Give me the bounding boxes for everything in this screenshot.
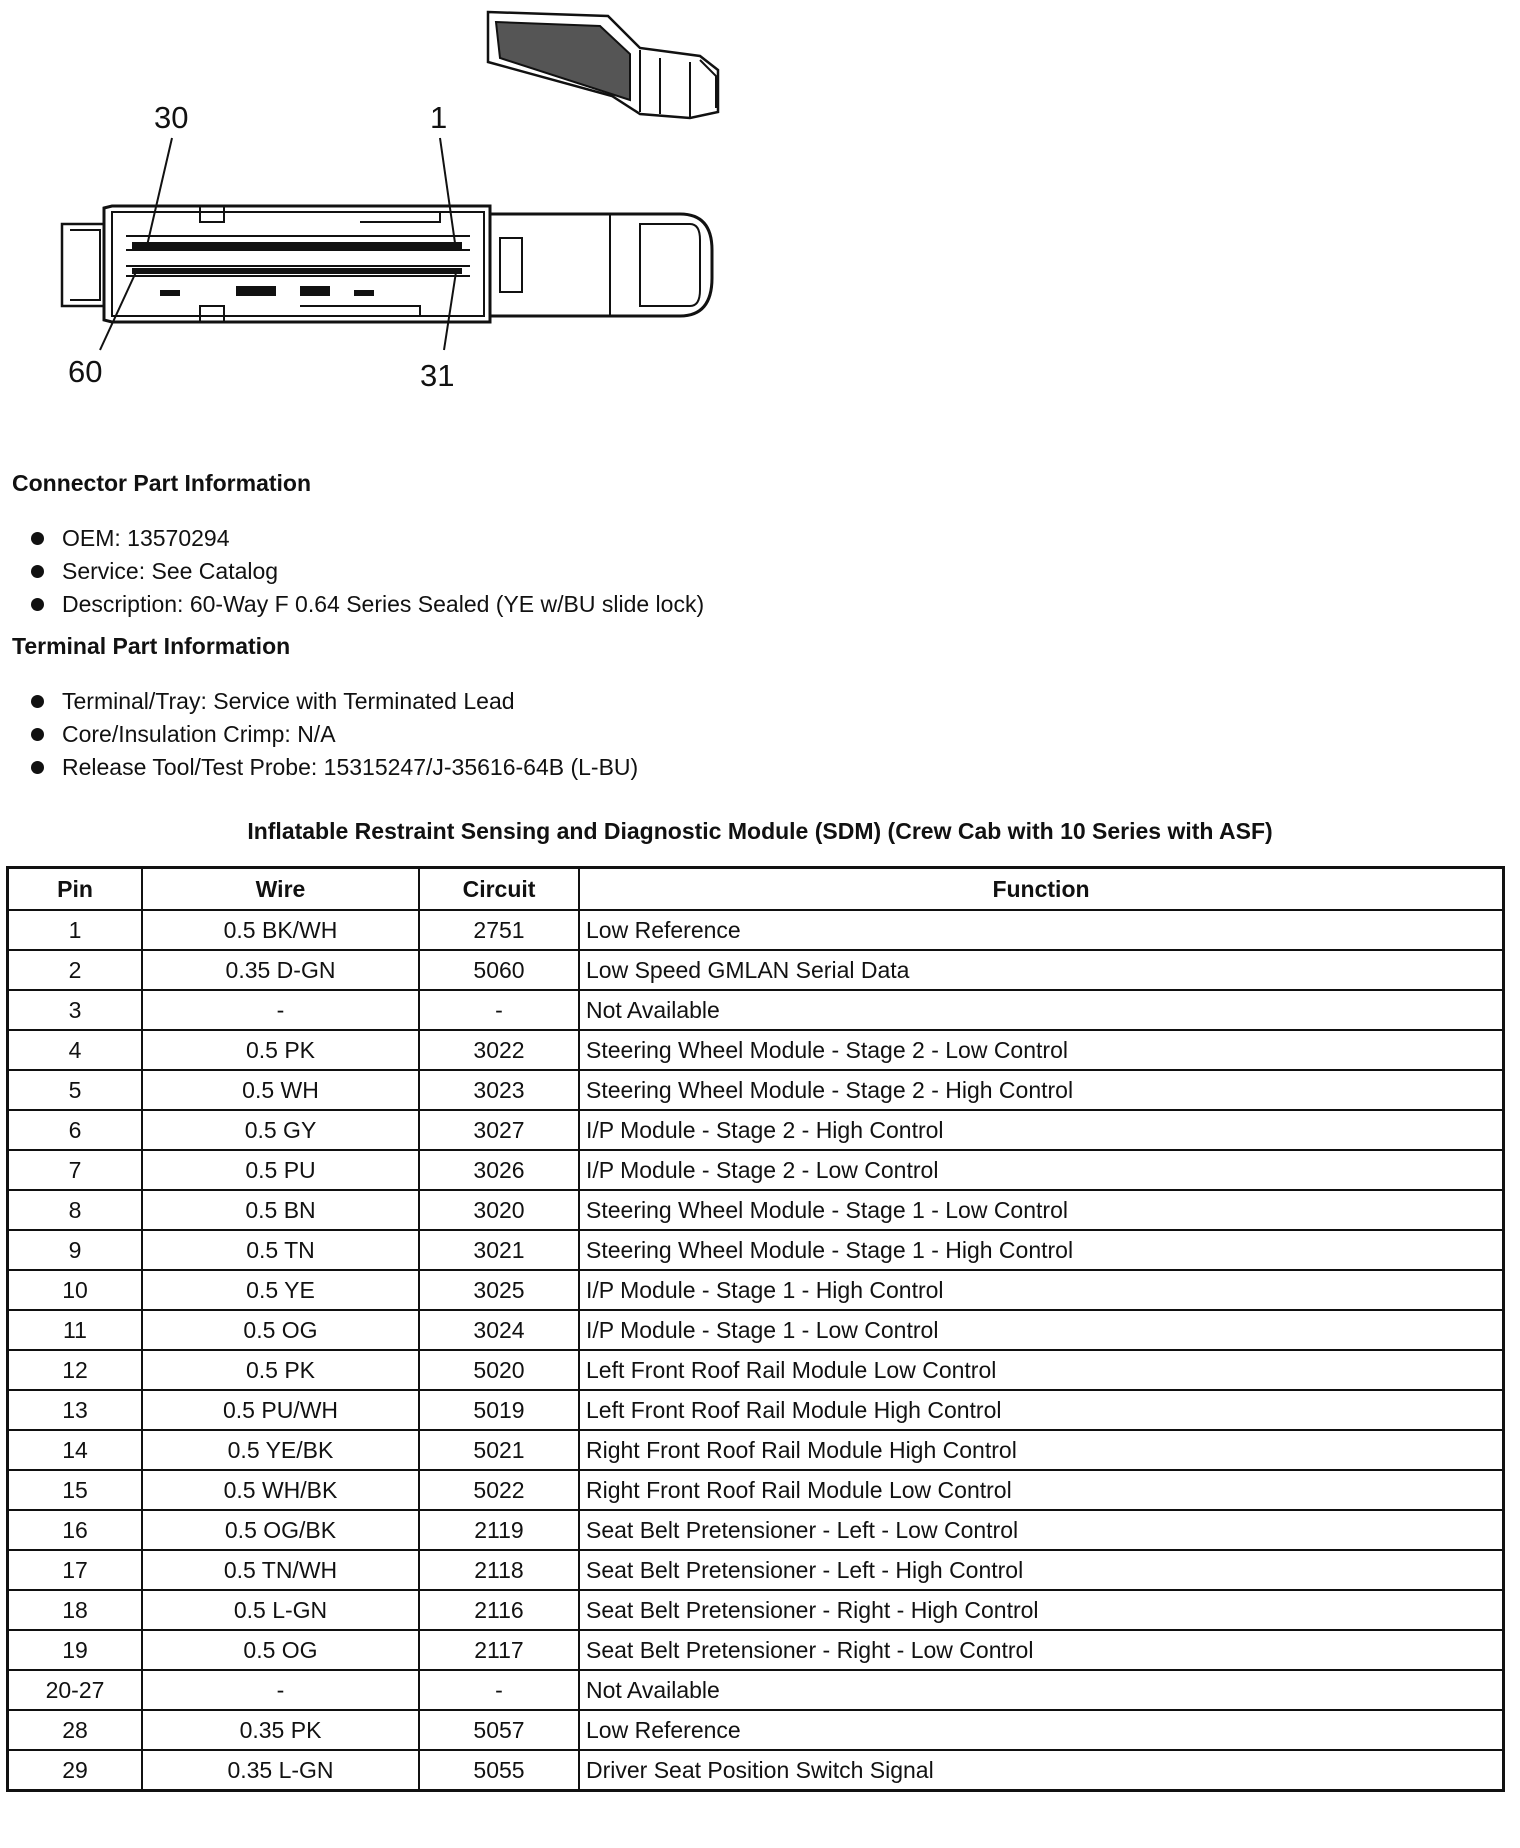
table-row xyxy=(8,1270,1504,1310)
list-item: Terminal/Tray: Service with Terminated Lead xyxy=(28,685,638,718)
cell-pin: 19 xyxy=(8,1630,143,1670)
cell-wire: 0.5 OG/BK xyxy=(142,1510,419,1550)
table-row xyxy=(8,1710,1504,1750)
table-row xyxy=(8,1070,1504,1110)
cell-wire: 0.35 PK xyxy=(142,1710,419,1750)
cell-wire: 0.5 PK xyxy=(142,1030,419,1070)
cell-wire: 0.5 YE xyxy=(142,1270,419,1310)
cell-function: Left Front Roof Rail Module High Control xyxy=(579,1390,1504,1430)
connector-info-list xyxy=(28,522,704,621)
cell-pin: 8 xyxy=(8,1190,143,1230)
table-row xyxy=(8,1510,1504,1550)
cell-circuit: 3025 xyxy=(419,1270,579,1310)
connector-info-heading: Connector Part Information xyxy=(12,470,312,496)
table-title: Inflatable Restraint Sensing and Diagnostic Module (SDM) (Crew Cab with 10 Series with ASF) xyxy=(247,818,1273,844)
cell-pin: 15 xyxy=(8,1470,143,1510)
table-row xyxy=(8,950,1504,990)
list-item: Release Tool/Test Probe: 15315247/J-35616-64B (L-BU) xyxy=(28,751,638,784)
cell-wire: 0.5 TN xyxy=(142,1230,419,1270)
cell-function: Driver Seat Position Switch Signal xyxy=(579,1750,1504,1791)
table-row xyxy=(8,1230,1504,1270)
table-row xyxy=(8,1670,1504,1710)
table-row xyxy=(8,1750,1504,1791)
pin-label-1: 1 xyxy=(430,100,448,135)
cell-circuit: 5020 xyxy=(419,1350,579,1390)
cell-pin: 12 xyxy=(8,1350,143,1390)
header-function: Function xyxy=(579,868,1504,911)
cell-wire: 0.5 OG xyxy=(142,1630,419,1670)
cell-function: Left Front Roof Rail Module Low Control xyxy=(579,1350,1504,1390)
cell-circuit: 2118 xyxy=(419,1550,579,1590)
cell-circuit: 2119 xyxy=(419,1510,579,1550)
cell-function: Seat Belt Pretensioner - Left - High Control xyxy=(579,1550,1504,1590)
cell-pin: 11 xyxy=(8,1310,143,1350)
cell-pin: 2 xyxy=(8,950,143,990)
cell-wire: 0.5 PU/WH xyxy=(142,1390,419,1430)
table-row xyxy=(8,1470,1504,1510)
cell-function: Steering Wheel Module - Stage 1 - High Control xyxy=(579,1230,1504,1270)
table-row xyxy=(8,1110,1504,1150)
cell-circuit: 3026 xyxy=(419,1150,579,1190)
cell-function: Steering Wheel Module - Stage 2 - Low Control xyxy=(579,1030,1504,1070)
cell-pin: 10 xyxy=(8,1270,143,1310)
cell-circuit: 5057 xyxy=(419,1710,579,1750)
cell-circuit: - xyxy=(419,990,579,1030)
pin-label-31: 31 xyxy=(420,358,455,393)
cell-pin: 3 xyxy=(8,990,143,1030)
cell-function: Not Available xyxy=(579,1670,1504,1710)
cell-function: I/P Module - Stage 2 - Low Control xyxy=(579,1150,1504,1190)
cell-circuit: 5021 xyxy=(419,1430,579,1470)
table-row xyxy=(8,1310,1504,1350)
cell-function: Low Reference xyxy=(579,910,1504,950)
table-row xyxy=(8,1190,1504,1230)
cell-pin: 17 xyxy=(8,1550,143,1590)
table-row xyxy=(8,1550,1504,1590)
cell-wire: 0.5 L-GN xyxy=(142,1590,419,1630)
cell-circuit: 3023 xyxy=(419,1070,579,1110)
cell-function: I/P Module - Stage 2 - High Control xyxy=(579,1110,1504,1150)
cell-circuit: 3022 xyxy=(419,1030,579,1070)
cell-circuit: 5019 xyxy=(419,1390,579,1430)
cell-circuit: 3021 xyxy=(419,1230,579,1270)
terminal-info-list xyxy=(28,685,638,784)
list-item: Description: 60-Way F 0.64 Series Sealed (YE w/BU slide lock) xyxy=(28,588,704,621)
pin-label-30: 30 xyxy=(154,100,189,135)
table-row xyxy=(8,1030,1504,1070)
cell-wire: - xyxy=(142,990,419,1030)
header-wire: Wire xyxy=(142,868,419,911)
header-circuit: Circuit xyxy=(419,868,579,911)
table-row xyxy=(8,1430,1504,1470)
cell-wire: 0.5 PK xyxy=(142,1350,419,1390)
table-header-row xyxy=(8,868,1504,911)
cell-pin: 28 xyxy=(8,1710,143,1750)
cell-pin: 5 xyxy=(8,1070,143,1110)
cell-function: Low Reference xyxy=(579,1710,1504,1750)
cell-pin: 13 xyxy=(8,1390,143,1430)
cell-wire: 0.5 TN/WH xyxy=(142,1550,419,1590)
cell-function: Not Available xyxy=(579,990,1504,1030)
cell-circuit: 5055 xyxy=(419,1750,579,1791)
cell-function: Right Front Roof Rail Module High Control xyxy=(579,1430,1504,1470)
cell-function: Seat Belt Pretensioner - Right - High Control xyxy=(579,1590,1504,1630)
cell-wire: 0.5 YE/BK xyxy=(142,1430,419,1470)
table-row xyxy=(8,1350,1504,1390)
cell-wire: 0.5 GY xyxy=(142,1110,419,1150)
cell-wire: 0.5 PU xyxy=(142,1150,419,1190)
cell-pin: 6 xyxy=(8,1110,143,1150)
cell-function: Low Speed GMLAN Serial Data xyxy=(579,950,1504,990)
cell-circuit: 5060 xyxy=(419,950,579,990)
cell-pin: 20-27 xyxy=(8,1670,143,1710)
table-row xyxy=(8,1630,1504,1670)
header-pin: Pin xyxy=(8,868,143,911)
cell-function: Seat Belt Pretensioner - Left - Low Control xyxy=(579,1510,1504,1550)
cell-pin: 14 xyxy=(8,1430,143,1470)
table-row xyxy=(8,1590,1504,1630)
cell-wire: 0.5 BK/WH xyxy=(142,910,419,950)
cell-pin: 1 xyxy=(8,910,143,950)
cell-circuit: 5022 xyxy=(419,1470,579,1510)
list-item: OEM: 13570294 xyxy=(28,522,704,555)
cell-circuit: 3020 xyxy=(419,1190,579,1230)
cell-pin: 16 xyxy=(8,1510,143,1550)
cell-circuit: 3024 xyxy=(419,1310,579,1350)
cell-wire: 0.35 L-GN xyxy=(142,1750,419,1791)
list-item: Core/Insulation Crimp: N/A xyxy=(28,718,638,751)
cell-function: Steering Wheel Module - Stage 2 - High Control xyxy=(579,1070,1504,1110)
cell-circuit: 2116 xyxy=(419,1590,579,1630)
connector-drawing xyxy=(0,0,760,420)
cell-wire: 0.35 D-GN xyxy=(142,950,419,990)
table-row xyxy=(8,1150,1504,1190)
pin-label-60: 60 xyxy=(68,354,103,389)
cell-circuit: 3027 xyxy=(419,1110,579,1150)
connector-perspective-view xyxy=(488,12,718,118)
table-row xyxy=(8,1390,1504,1430)
cell-wire: - xyxy=(142,1670,419,1710)
cell-wire: 0.5 WH/BK xyxy=(142,1470,419,1510)
cell-circuit: 2751 xyxy=(419,910,579,950)
terminal-info-heading: Terminal Part Information xyxy=(12,633,291,659)
cell-wire: 0.5 BN xyxy=(142,1190,419,1230)
list-item: Service: See Catalog xyxy=(28,555,704,588)
cell-pin: 18 xyxy=(8,1590,143,1630)
cell-pin: 29 xyxy=(8,1750,143,1791)
cell-pin: 9 xyxy=(8,1230,143,1270)
cell-function: Seat Belt Pretensioner - Right - Low Control xyxy=(579,1630,1504,1670)
connector-diagram xyxy=(0,0,760,420)
cell-wire: 0.5 OG xyxy=(142,1310,419,1350)
table-row xyxy=(8,990,1504,1030)
cell-function: Steering Wheel Module - Stage 1 - Low Control xyxy=(579,1190,1504,1230)
cell-pin: 4 xyxy=(8,1030,143,1070)
cell-circuit: 2117 xyxy=(419,1630,579,1670)
cell-circuit: - xyxy=(419,1670,579,1710)
table-row xyxy=(8,910,1504,950)
cell-function: I/P Module - Stage 1 - Low Control xyxy=(579,1310,1504,1350)
cell-pin: 7 xyxy=(8,1150,143,1190)
cell-function: Right Front Roof Rail Module Low Control xyxy=(579,1470,1504,1510)
pinout-table xyxy=(6,866,1505,1792)
cell-wire: 0.5 WH xyxy=(142,1070,419,1110)
cell-function: I/P Module - Stage 1 - High Control xyxy=(579,1270,1504,1310)
